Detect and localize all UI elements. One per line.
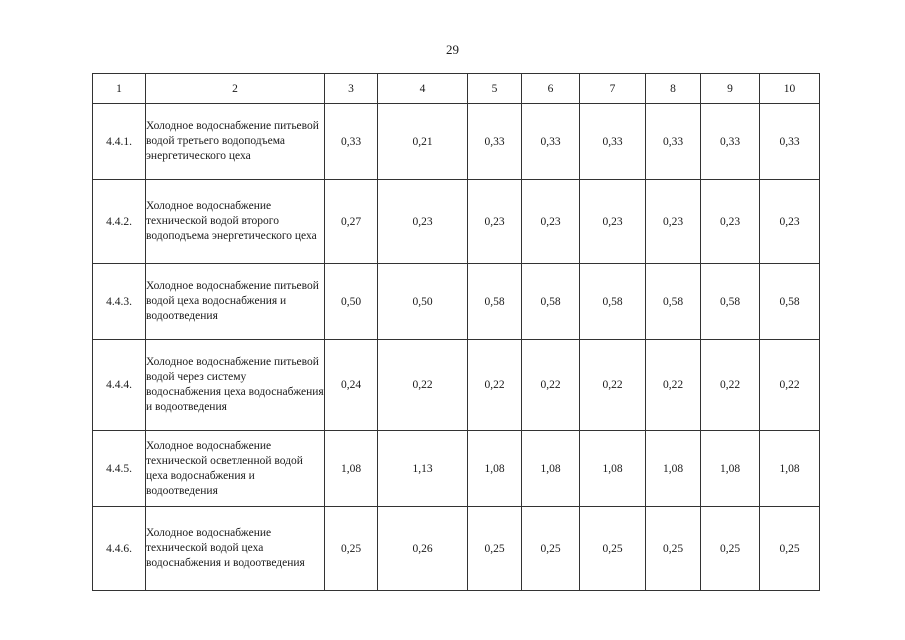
value-cell: 1,08 [325,431,378,507]
row-code: 4.4.3. [93,264,146,340]
value-cell: 0,22 [701,340,760,431]
row-code: 4.4.6. [93,507,146,591]
value-cell: 0,33 [701,104,760,180]
value-cell: 0,25 [580,507,646,591]
value-cell: 0,23 [378,180,468,264]
value-cell: 0,25 [701,507,760,591]
row-description: Холодное водоснабжение технической водой цеха водоснабжения и водоотведения [146,507,325,591]
value-cell: 0,22 [580,340,646,431]
row-code: 4.4.2. [93,180,146,264]
page-number: 29 [446,42,459,57]
value-cell: 0,22 [646,340,701,431]
table-row [93,340,820,431]
value-cell: 0,23 [468,180,522,264]
value-cell: 0,25 [646,507,701,591]
column-header: 6 [522,74,580,104]
value-cell: 0,22 [760,340,820,431]
value-cell: 0,23 [701,180,760,264]
row-description: Холодное водоснабжение технической водой второго водоподъема энергетического цеха [146,180,325,264]
value-cell: 0,58 [468,264,522,340]
row-description: Холодное водоснабжение питьевой водой цеха водоснабжения и водоотведения [146,264,325,340]
table-row [93,431,820,507]
value-cell: 0,23 [646,180,701,264]
value-cell: 0,25 [468,507,522,591]
value-cell: 0,58 [701,264,760,340]
tariff-table [92,73,820,591]
column-header: 9 [701,74,760,104]
value-cell: 0,26 [378,507,468,591]
row-code: 4.4.4. [93,340,146,431]
value-cell: 0,33 [325,104,378,180]
value-cell: 1,08 [701,431,760,507]
value-cell: 0,27 [325,180,378,264]
table-row [93,104,820,180]
column-header: 8 [646,74,701,104]
column-header: 7 [580,74,646,104]
value-cell: 0,33 [580,104,646,180]
value-cell: 1,08 [760,431,820,507]
value-cell: 1,08 [468,431,522,507]
row-description: Холодное водоснабжение технической осветленной водой цеха водоснабжения и водоотведения [146,431,325,507]
column-header: 2 [146,74,325,104]
value-cell: 0,33 [522,104,580,180]
value-cell: 0,33 [760,104,820,180]
value-cell: 0,23 [580,180,646,264]
table-row [93,264,820,340]
column-header: 4 [378,74,468,104]
row-description: Холодное водоснабжение питьевой водой через систему водоснабжения цеха водоснабжения и водоотведения [146,340,325,431]
row-code: 4.4.1. [93,104,146,180]
value-cell: 1,08 [580,431,646,507]
row-description: Холодное водоснабжение питьевой водой третьего водоподъема энергетического цеха [146,104,325,180]
value-cell: 0,25 [522,507,580,591]
value-cell: 0,58 [580,264,646,340]
value-cell: 0,25 [325,507,378,591]
value-cell: 1,13 [378,431,468,507]
value-cell: 0,50 [378,264,468,340]
value-cell: 0,25 [760,507,820,591]
value-cell: 0,23 [760,180,820,264]
value-cell: 0,58 [522,264,580,340]
table-row [93,507,820,591]
header-row [93,74,820,104]
value-cell: 0,22 [522,340,580,431]
table-row [93,180,820,264]
column-header: 10 [760,74,820,104]
value-cell: 0,33 [646,104,701,180]
value-cell: 0,33 [468,104,522,180]
table-header [93,74,820,104]
value-cell: 0,22 [378,340,468,431]
column-header: 3 [325,74,378,104]
value-cell: 1,08 [522,431,580,507]
value-cell: 0,21 [378,104,468,180]
value-cell: 0,58 [646,264,701,340]
value-cell: 0,24 [325,340,378,431]
value-cell: 0,23 [522,180,580,264]
value-cell: 1,08 [646,431,701,507]
value-cell: 0,58 [760,264,820,340]
column-header: 1 [93,74,146,104]
value-cell: 0,50 [325,264,378,340]
value-cell: 0,22 [468,340,522,431]
row-code: 4.4.5. [93,431,146,507]
column-header: 5 [468,74,522,104]
